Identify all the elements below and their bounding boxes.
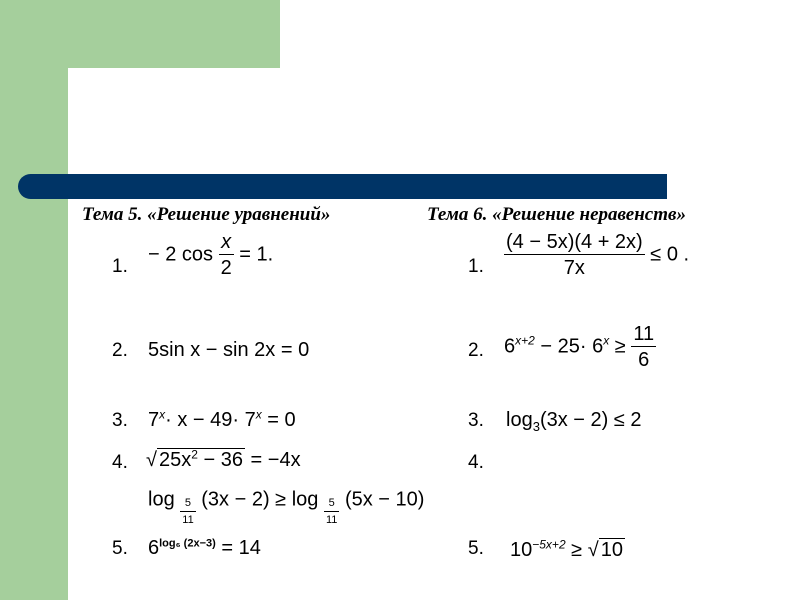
topic6-number-2: 2. bbox=[468, 340, 484, 361]
eq4b-base-2 bbox=[324, 498, 339, 526]
ineq5-ge: ≥ bbox=[565, 539, 588, 561]
slide-card bbox=[68, 68, 800, 600]
eq4b-base-2-num: 5 bbox=[324, 498, 339, 512]
equation-4b bbox=[148, 486, 425, 526]
eq4b-base-1 bbox=[180, 498, 195, 526]
eq4-rhs: = −4x bbox=[250, 449, 301, 471]
eq4b-base-1-num: 5 bbox=[180, 498, 195, 512]
ineq5-sqrt bbox=[588, 538, 625, 560]
eq4b-arg-1: (3x − 2) ≥ log bbox=[201, 488, 319, 511]
eq4-radicand-exp: 2 bbox=[191, 447, 198, 462]
topic5-heading: Тема 5. «Решение уравнений» bbox=[82, 204, 331, 225]
topic6-number-4: 4. bbox=[468, 452, 484, 473]
eq3-base-a: 7 bbox=[148, 409, 160, 431]
inequality-5 bbox=[510, 538, 625, 560]
eq4b-log-1: log bbox=[148, 488, 175, 511]
inequality-3 bbox=[506, 410, 642, 433]
topic6-number-1: 1. bbox=[468, 256, 484, 277]
ineq1-fraction bbox=[504, 232, 645, 278]
sqrt-icon: √ bbox=[146, 449, 157, 471]
eq5-exp: log₆ (2x−3) bbox=[159, 537, 216, 550]
equation-1 bbox=[148, 232, 273, 278]
ineq1-rhs: ≤ 0 . bbox=[650, 243, 690, 266]
eq3-exp-b: x bbox=[255, 407, 262, 422]
ineq2-exp-a: x+2 bbox=[515, 333, 535, 348]
topic6-heading: Тема 6. «Решение неравенств» bbox=[427, 204, 686, 225]
eq1-suffix: = 1. bbox=[239, 243, 274, 266]
ineq1-numerator: (4 − 5x)(4 + 2x) bbox=[506, 231, 643, 253]
green-side-band bbox=[0, 0, 68, 600]
eq3-rhs: = 0 bbox=[267, 409, 296, 431]
ineq2-middle: − 25· 6 bbox=[534, 335, 604, 358]
eq4-radicand-term: 25x bbox=[158, 449, 192, 471]
eq4-radicand bbox=[157, 448, 245, 470]
ineq2-fraction bbox=[631, 324, 656, 370]
ineq5-base: 10 bbox=[510, 539, 533, 561]
ineq2-base-a: 6 bbox=[504, 335, 516, 358]
topic5-number-2: 2. bbox=[112, 340, 128, 361]
eq4b-base-2-den: 11 bbox=[325, 514, 338, 526]
topic6-number-5: 5. bbox=[468, 538, 484, 559]
green-top-band bbox=[68, 0, 280, 68]
ineq3-base: 3 bbox=[532, 419, 540, 434]
eq3-exp-a: x bbox=[159, 407, 166, 422]
sqrt-icon: √ bbox=[587, 539, 599, 561]
ineq5-radicand: 10 bbox=[600, 539, 623, 561]
ineq2-frac-num: 11 bbox=[633, 323, 655, 345]
eq5-rhs: = 14 bbox=[221, 537, 261, 559]
topic5-number-3: 3. bbox=[112, 410, 128, 431]
equation-3 bbox=[148, 407, 296, 431]
equation-5 bbox=[148, 538, 261, 558]
topic5-number-5: 5. bbox=[112, 538, 128, 559]
ineq1-denominator: 7x bbox=[563, 257, 585, 279]
topic6-number-3: 3. bbox=[468, 410, 484, 431]
ineq3-log: log bbox=[506, 409, 533, 431]
topic5-number-4: 4. bbox=[112, 452, 128, 473]
eq3-middle: · x − 49· 7 bbox=[165, 409, 256, 431]
eq1-fraction bbox=[219, 232, 234, 278]
eq1-frac-numerator: x bbox=[219, 232, 234, 255]
inequality-1 bbox=[504, 232, 689, 278]
ineq2-ge: ≥ bbox=[609, 335, 626, 358]
inequality-2 bbox=[504, 324, 656, 370]
equation-2: 5sin x − sin 2x = 0 bbox=[148, 339, 310, 361]
ineq2-exp-b: x bbox=[603, 333, 610, 348]
eq4b-arg-2: (5x − 10) bbox=[344, 488, 425, 511]
ineq3-rest: (3x − 2) ≤ 2 bbox=[539, 409, 642, 431]
eq1-prefix: − 2 cos bbox=[148, 243, 214, 266]
eq1-frac-denominator: 2 bbox=[220, 257, 232, 279]
equation-4 bbox=[146, 448, 301, 470]
ineq2-frac-den: 6 bbox=[638, 349, 650, 371]
eq5-base: 6 bbox=[148, 537, 160, 559]
eq4-radicand-rest: − 36 bbox=[197, 449, 243, 471]
topic5-number-1: 1. bbox=[112, 256, 128, 277]
title-bar bbox=[18, 174, 667, 199]
eq4b-base-1-den: 11 bbox=[182, 514, 194, 526]
eq4-sqrt bbox=[146, 448, 245, 470]
ineq5-exp: −5x+2 bbox=[532, 537, 566, 552]
